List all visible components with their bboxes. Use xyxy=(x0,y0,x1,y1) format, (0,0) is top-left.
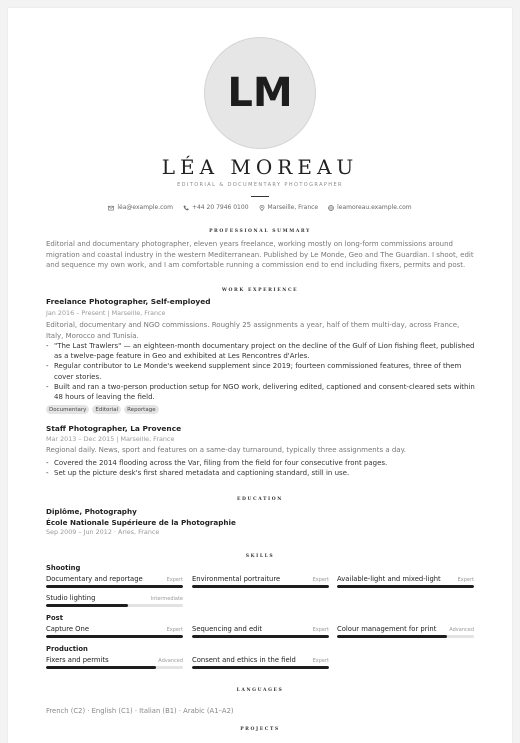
skill-name: Sequencing and edit xyxy=(192,625,263,633)
contact-email-text: léa@example.com xyxy=(117,204,173,211)
phone-icon xyxy=(183,205,189,211)
skill-name: Fixers and permits xyxy=(46,656,109,664)
avatar-initials: LM xyxy=(227,70,293,116)
job-bullet: - Built and ran a two-person production setup for NGO work, delivering edited, captioned and consent-cleared sets within 48 hours of leaving the field. xyxy=(46,382,476,402)
skill-name: Environmental portraiture xyxy=(192,575,281,583)
job-title: Freelance Photographer, Self-employed xyxy=(46,297,211,306)
location-pin-icon xyxy=(259,205,265,211)
tag-list xyxy=(46,405,159,414)
skill-item xyxy=(337,625,474,638)
skill-name: Studio lighting xyxy=(46,594,96,602)
skill-level: Advanced xyxy=(158,658,183,664)
job-meta: Jan 2016 – Present | Marseille, France xyxy=(46,309,166,317)
job-meta: Mar 2013 – Dec 2015 | Marseille, France xyxy=(46,435,175,443)
contact-phone[interactable] xyxy=(183,204,249,211)
contact-email[interactable] xyxy=(108,204,173,211)
job-description: Regional daily. News, sport and features on a same-day turnaround, typically three assignments a day. xyxy=(46,446,406,454)
skill-bar xyxy=(46,585,183,588)
job-bullets xyxy=(46,458,476,478)
job-bullets xyxy=(46,341,476,402)
skill-bar-fill xyxy=(192,635,329,638)
job-bullet: - "The Last Trawlers" — an eighteen-month documentary project on the decline of the Gulf of Lion fishing fleet, published as a twelve-page feature in Geo and exhibited at Les Rencontres d'Arles. xyxy=(46,341,476,361)
skill-level: Expert xyxy=(166,627,183,633)
skill-bar xyxy=(192,585,329,588)
skill-bar-fill xyxy=(192,666,329,669)
skill-level: Intermediate xyxy=(150,596,183,602)
education-school: École Nationale Supérieure de la Photographie xyxy=(46,518,236,527)
skill-item xyxy=(192,656,329,669)
skill-bar xyxy=(192,635,329,638)
contact-website[interactable] xyxy=(328,204,412,211)
skill-item xyxy=(46,594,183,607)
skill-level: Expert xyxy=(457,577,474,583)
contact-phone-text: +44 20 7946 0100 xyxy=(191,204,249,211)
person-name: LÉA MOREAU xyxy=(161,155,359,179)
resume-page xyxy=(8,8,512,743)
contact-location-text: Marseille, France xyxy=(267,204,319,211)
skill-item xyxy=(46,625,183,638)
section-title-experience: WORK EXPERIENCE xyxy=(221,288,299,293)
skill-bar xyxy=(192,666,329,669)
skill-group-title: Post xyxy=(46,614,63,622)
skill-name: Colour management for print xyxy=(337,625,437,633)
job-bullet: - Regular contributor to Le Monde's weekend supplement since 2019; fourteen commissioned features, three of them cover stories. xyxy=(46,361,476,381)
skill-level: Advanced xyxy=(449,627,474,633)
skill-bar-fill xyxy=(46,666,156,669)
job-bullet: - Set up the picture desk's first shared metadata and captioning standard, still in use. xyxy=(46,468,476,478)
skill-level: Expert xyxy=(166,577,183,583)
skill-bar xyxy=(46,666,183,669)
globe-icon xyxy=(328,205,334,211)
languages-list: French (C2) · English (C1) · Italian (B1) · Arabic (A1–A2) xyxy=(46,707,234,715)
skill-bar-fill xyxy=(337,635,447,638)
section-title-languages: LANGUAGES xyxy=(236,688,284,693)
skill-name: Consent and ethics in the field xyxy=(192,656,296,664)
skill-bar xyxy=(337,635,474,638)
mail-icon xyxy=(108,205,114,211)
tag-documentary: Documentary xyxy=(46,405,89,414)
job-title: Staff Photographer, La Provence xyxy=(46,424,182,433)
tag-reportage: Reportage xyxy=(124,405,158,414)
job-bullet: - Covered the 2014 flooding across the Var, filing from the field for four consecutive front pages. xyxy=(46,458,476,468)
tag-editorial: Editorial xyxy=(92,405,121,414)
skill-bar xyxy=(46,604,183,607)
skill-item xyxy=(192,625,329,638)
summary-text: Editorial and documentary photographer, eleven years freelance, working mostly on long-form commissions around migration and coastal industry in the western Mediterranean. Published by Le Monde, Geo and The Guardian. I shoot, edit and sequence my own work, and I am comfortable running a commission end to end including fixers, permits and post. xyxy=(46,240,474,269)
skill-bar-fill xyxy=(46,635,183,638)
skill-name: Capture One xyxy=(46,625,90,633)
skill-group-title: Shooting xyxy=(46,564,81,572)
divider xyxy=(251,196,269,197)
section-title-projects: PROJECTS xyxy=(240,727,280,732)
skill-level: Expert xyxy=(312,577,329,583)
contact-website-text: leamoreau.example.com xyxy=(337,204,412,211)
skill-item xyxy=(192,575,329,588)
skill-item xyxy=(46,575,183,588)
education-degree: Diplôme, Photography xyxy=(46,507,137,516)
skill-bar-fill xyxy=(46,585,183,588)
section-title-summary: PROFESSIONAL SUMMARY xyxy=(209,229,311,234)
skill-bar-fill xyxy=(192,585,329,588)
skill-name: Available-light and mixed-light xyxy=(337,575,441,583)
job-description: Editorial, documentary and NGO commissions. Roughly 25 assignments a year, half of them multi-day, across France, Italy, Morocco and Tunisia. xyxy=(46,321,460,340)
skill-item xyxy=(337,575,474,588)
contact-location xyxy=(259,204,319,211)
avatar xyxy=(204,37,316,149)
skill-item xyxy=(46,656,183,669)
contact-bar xyxy=(8,204,512,211)
skill-bar-fill xyxy=(337,585,474,588)
section-title-education: EDUCATION xyxy=(237,497,283,502)
skill-level: Expert xyxy=(312,627,329,633)
section-title-skills: SKILLS xyxy=(245,554,275,559)
skill-bar xyxy=(46,635,183,638)
skill-bar xyxy=(337,585,474,588)
skill-level: Expert xyxy=(312,658,329,664)
job-subtitle: EDITORIAL & DOCUMENTARY PHOTOGRAPHER xyxy=(177,182,343,188)
skill-group-title: Production xyxy=(46,645,88,653)
education-meta: Sep 2009 – Jun 2012 · Arles, France xyxy=(46,528,160,536)
skill-name: Documentary and reportage xyxy=(46,575,143,583)
skill-bar-fill xyxy=(46,604,128,607)
